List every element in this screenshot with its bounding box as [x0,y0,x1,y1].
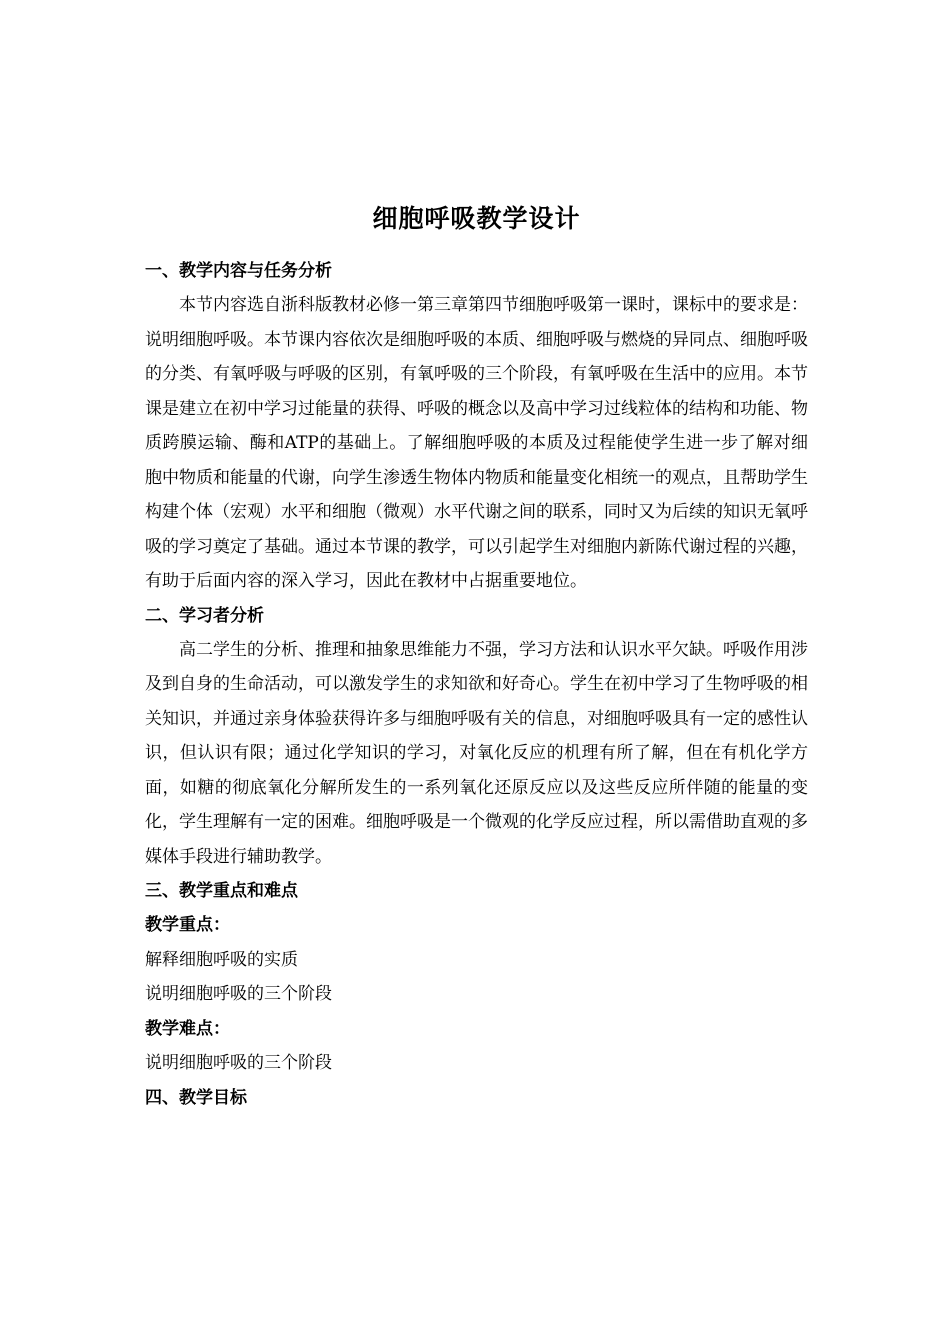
key-point-item: 说明细胞呼吸的三个阶段 [145,984,332,1004]
key-points-label: 教学重点： [145,915,230,935]
section-paragraph-content-analysis: 本节内容选自浙科版教材必修一第三章第四节细胞呼吸第一课时，课标中的要求是：说明细胞呼吸。本节课内容依次是细胞呼吸的本质、细胞呼吸与燃烧的异同点、细胞呼吸的分类、有氧呼吸与呼吸的区别，有氧呼吸的三个阶段，有氧呼吸在生活中的应用。本节课是建立在初中学习过能量的获得、呼吸的概念以及高中学习过线粒体的结构和功能、物质跨膜运输、酶和ATP的基础上。了解细胞呼吸的本质及过程能使学生进一步了解对细胞中物质和能量的代谢，向学生渗透生物体内物质和能量变化相统一的观点，且帮助学生构建个体（宏观）水平和细胞（微观）水平代谢之间的联系，同时又为后续的知识无氧呼吸的学习奠定了基础。通过本节课的教学，可以引起学生对细胞内新陈代谢过程的兴趣，有助于后面内容的深入学习，因此在教材中占据重要地位。 [145,295,808,591]
section-heading-teaching-objectives: 四、教学目标 [145,1087,247,1108]
section-paragraph-learner-analysis: 高二学生的分析、推理和抽象思维能力不强，学习方法和认识水平欠缺。呼吸作用涉及到自身的生命活动，可以激发学生的求知欲和好奇心。学生在初中学习了生物呼吸的相关知识，并通过亲身体验获得许多与细胞呼吸有关的信息，对细胞呼吸具有一定的感性认识，但认识有限；通过化学知识的学习，对氧化反应的机理有所了解，但在有机化学方面，如糖的彻底氧化分解所发生的一系列氧化还原反应以及这些反应所伴随的能量的变化，学生理解有一定的困难。细胞呼吸是一个微观的化学反应过程，所以需借助直观的多媒体手段进行辅助教学。 [145,639,808,867]
document-content [145,200,808,1115]
section-heading-learner-analysis: 二、学习者分析 [145,605,264,626]
difficult-point-item: 说明细胞呼吸的三个阶段 [145,1053,332,1073]
page-title: 细胞呼吸教学设计 [372,204,581,233]
section-heading-content-analysis: 一、教学内容与任务分析 [145,261,332,281]
difficult-points-label: 教学难点： [145,1018,230,1039]
section-heading-key-difficult-points: 三、教学重点和难点 [145,881,298,901]
key-point-item: 解释细胞呼吸的实质 [145,949,298,970]
